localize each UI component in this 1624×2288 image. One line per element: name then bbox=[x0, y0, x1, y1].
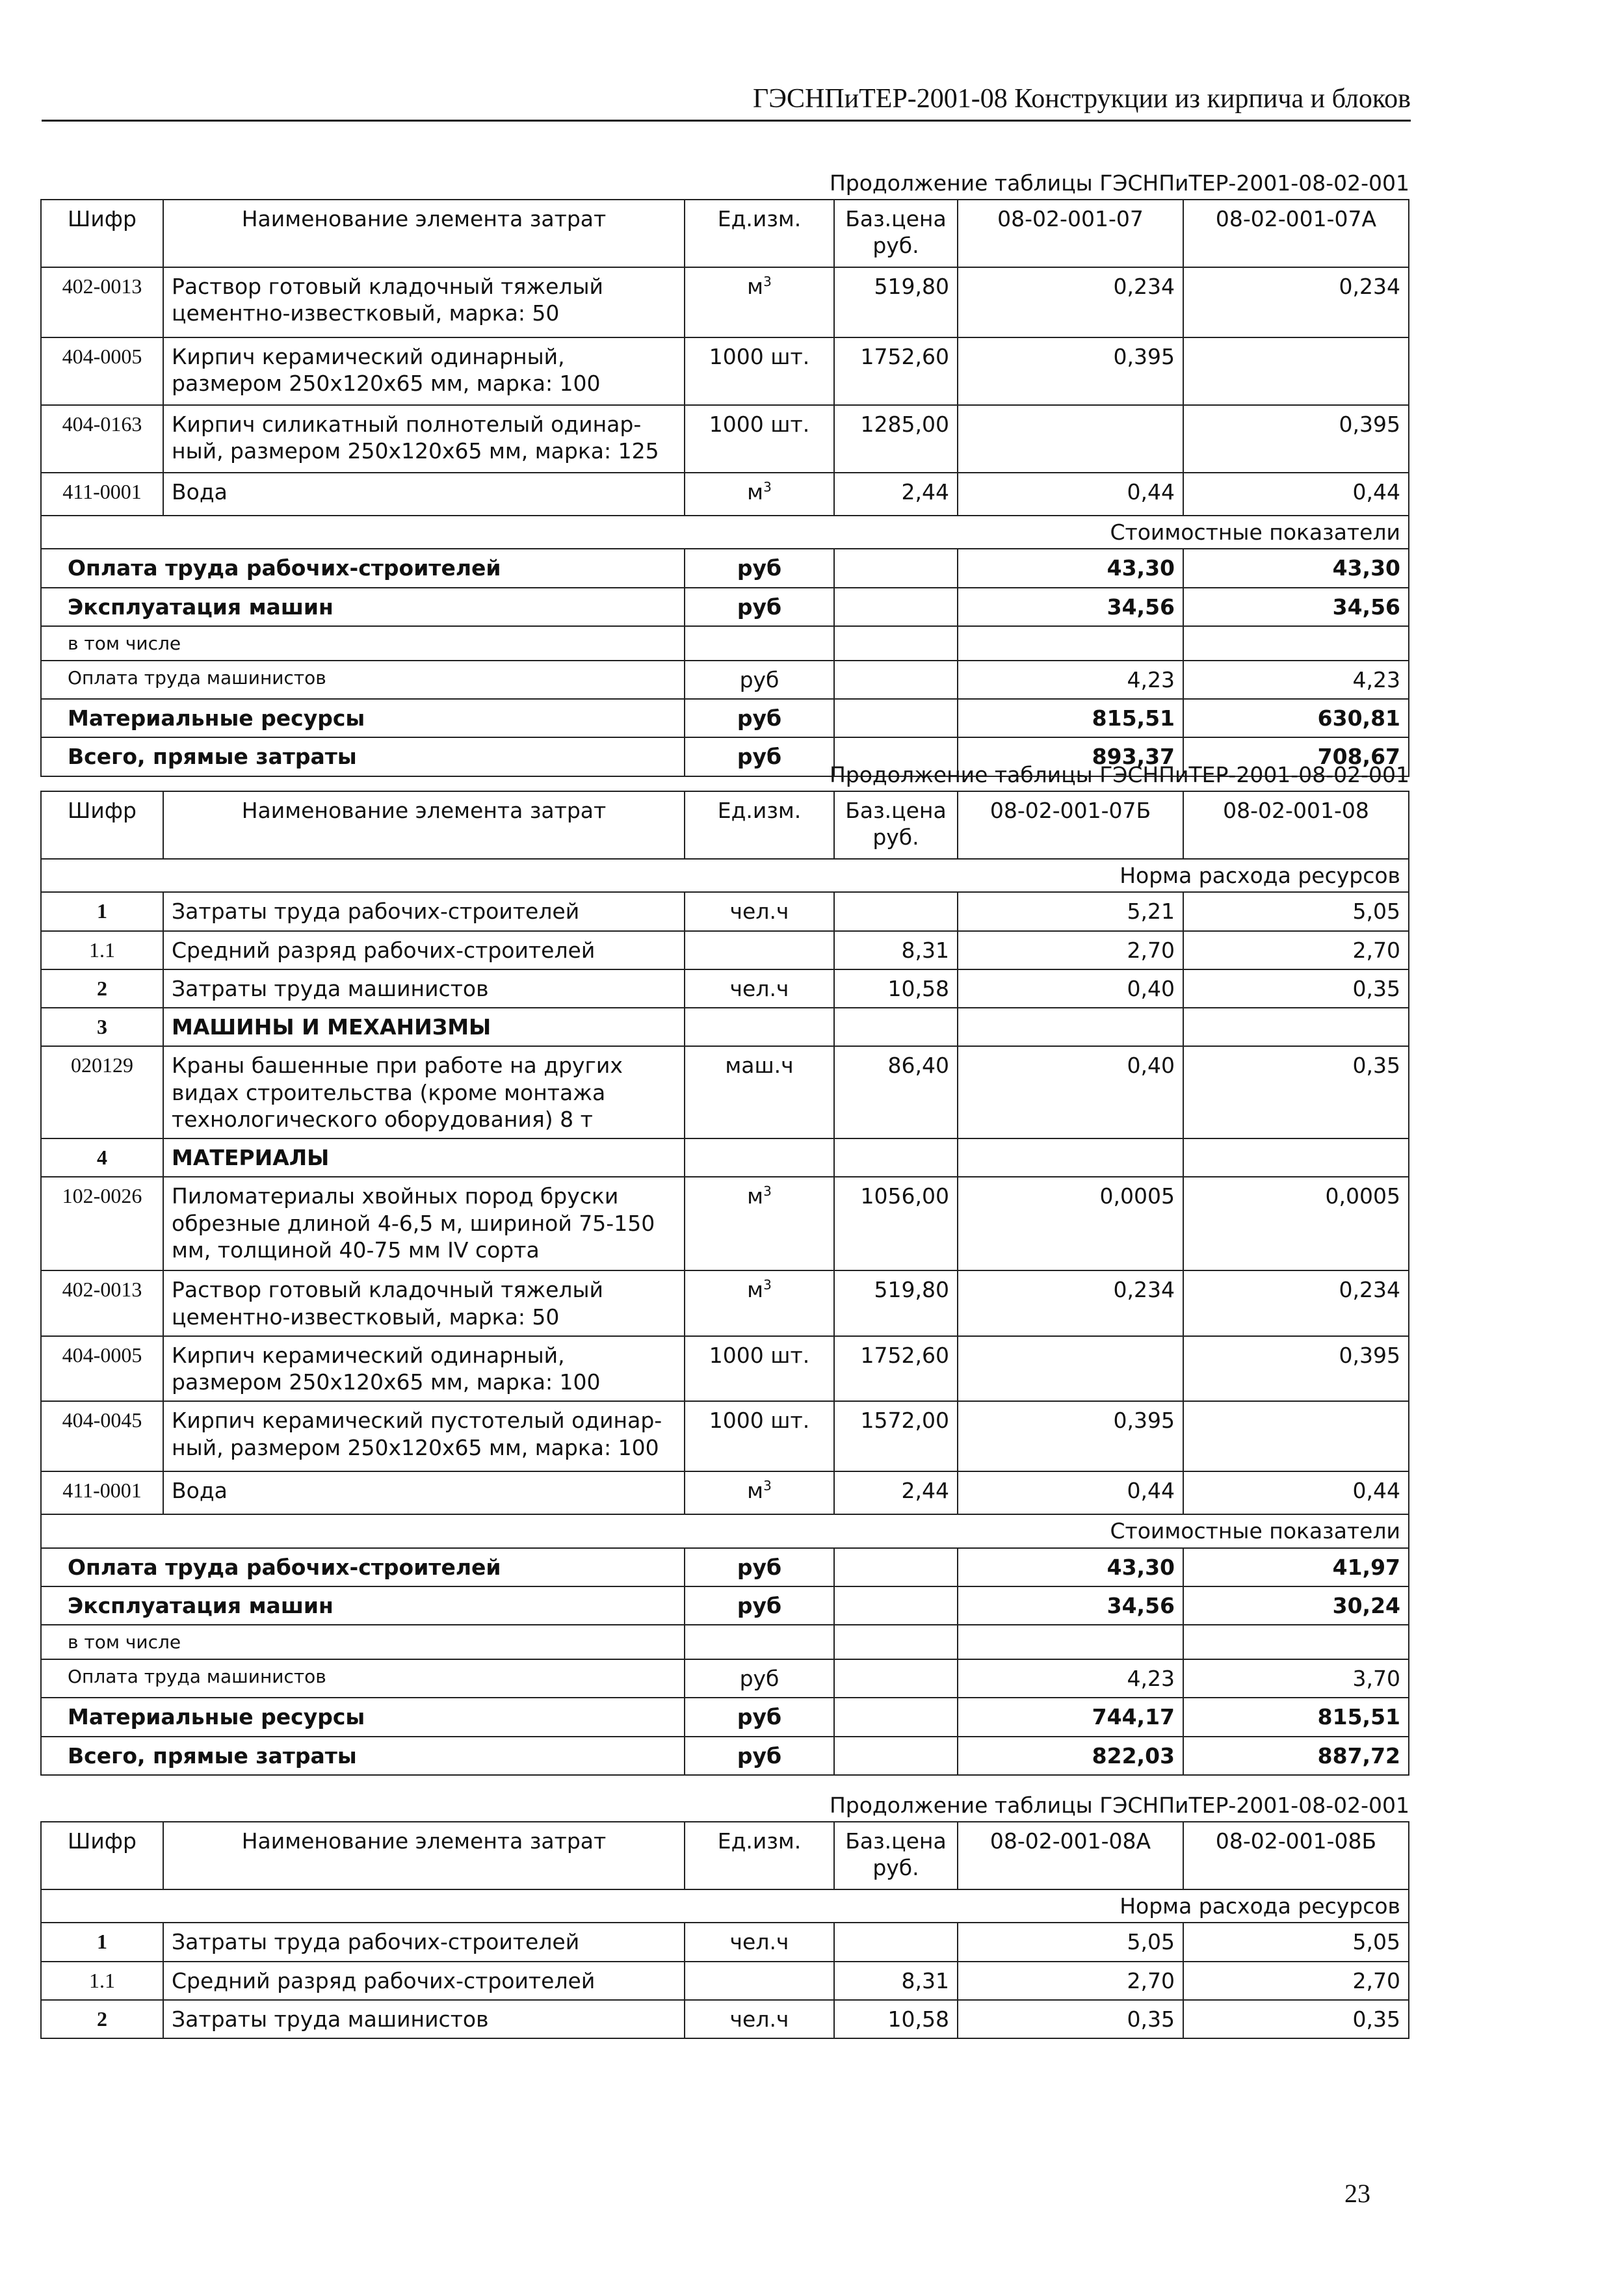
section-row: Стоимостные показатели bbox=[41, 1514, 1409, 1547]
table-row: 1.1 Средний разряд рабочих-строителей 8,31 2,70 2,70 bbox=[41, 1962, 1409, 2000]
cost-row: Оплата труда рабочих-строителей руб 43,30 43,30 bbox=[41, 549, 1409, 587]
col-b: 08-02-001-07А bbox=[1183, 200, 1409, 267]
table-3 bbox=[40, 1821, 1409, 2039]
table1-continuation: Продолжение таблицы ГЭСНПиТЕР-2001-08-02-001 bbox=[829, 170, 1409, 196]
cost-row: Эксплуатация машин руб 34,56 30,24 bbox=[41, 1586, 1409, 1625]
table-row: 1.1 Средний разряд рабочих-строителей 8,31 2,70 2,70 bbox=[41, 931, 1409, 969]
col-unit: Ед.изм. bbox=[685, 200, 834, 267]
cost-row: Оплата труда машинистов руб 4,23 3,70 bbox=[41, 1659, 1409, 1698]
header-title: ГЭСНПиТЕР-2001-08 Конструкции из кирпича и блоков bbox=[752, 84, 1411, 114]
cost-row: Оплата труда машинистов руб 4,23 4,23 bbox=[41, 661, 1409, 699]
table-header: Шифр Наименование элемента затрат Ед.изм. Баз.цена руб. 08-02-001-08А 08-02-001-08Б bbox=[41, 1822, 1409, 1889]
cost-row: в том числе bbox=[41, 626, 1409, 661]
cost-row: Эксплуатация машин руб 34,56 34,56 bbox=[41, 588, 1409, 626]
table-row: 404-0005 Кирпич керамический одинарный, размером 250х120х65 мм, марка: 100 1000 шт. 1752,60 0,395 bbox=[41, 337, 1409, 405]
cost-row: Материальные ресурсы руб 744,17 815,51 bbox=[41, 1698, 1409, 1736]
section-row: Норма расхода ресурсов bbox=[41, 1889, 1409, 1923]
cost-row: Всего, прямые затраты руб 822,03 887,72 bbox=[41, 1737, 1409, 1775]
table-row: 411-0001 Вода $м^3$ 2,44 0,44 0,44 bbox=[41, 473, 1409, 516]
section-row: Стоимостные показатели bbox=[41, 516, 1409, 549]
table-row: 020129 Краны башенные при работе на других видах строительства (кроме монтажа технологического оборудования) 8 т маш.ч 86,40 0,40 0,35 bbox=[41, 1046, 1409, 1138]
table-1 bbox=[40, 199, 1409, 777]
table-row: 1 Затраты труда рабочих-строителей чел.ч 5,05 5,05 bbox=[41, 1923, 1409, 1961]
section-row: Норма расхода ресурсов bbox=[41, 859, 1409, 892]
cost-row: Оплата труда рабочих-строителей руб 43,30 41,97 bbox=[41, 1548, 1409, 1586]
col-code: Шифр bbox=[41, 200, 163, 267]
table-row: 404-0005 Кирпич керамический одинарный, размером 250х120х65 мм, марка: 100 1000 шт. 1752,60 0,395 bbox=[41, 1336, 1409, 1402]
table-header: Шифр Наименование элемента затрат Ед.изм. Баз.цена руб. 08-02-001-07Б 08-02-001-08 bbox=[41, 791, 1409, 859]
col-a: 08-02-001-07 bbox=[958, 200, 1183, 267]
table-row: 404-0045 Кирпич керамический пустотелый одинар-ный, размером 250х120х65 мм, марка: 100 1000 шт. 1572,00 0,395 bbox=[41, 1401, 1409, 1471]
table-row: 404-0163 Кирпич силикатный полнотелый одинар-ный, размером 250х120х65 мм, марка: 125 1000 шт. 1285,00 0,395 bbox=[41, 405, 1409, 473]
table-row: 102-0026 Пиломатериалы хвойных пород бруски обрезные длиной 4-6,5 м, шириной 75-150 мм, толщиной 40-75 мм IV сорта $м^3$ 1056,00 0,0005 0,0005 bbox=[41, 1177, 1409, 1270]
cost-row: Материальные ресурсы руб 815,51 630,81 bbox=[41, 699, 1409, 737]
table2-continuation: Продолжение таблицы ГЭСНПиТЕР-2001-08-02-001 bbox=[829, 762, 1409, 787]
table-row: 402-0013 Раствор готовый кладочный тяжелый цементно-известковый, марка: 50 $м^3$ 519,80 0,234 0,234 bbox=[41, 1270, 1409, 1336]
table-row: 3 МАШИНЫ И МЕХАНИЗМЫ bbox=[41, 1008, 1409, 1046]
table-header bbox=[41, 200, 1409, 267]
cost-row: в том числе bbox=[41, 1625, 1409, 1659]
table-row: 4 МАТЕРИАЛЫ bbox=[41, 1138, 1409, 1177]
table-row: 411-0001 Вода $м^3$ 2,44 0,44 0,44 bbox=[41, 1471, 1409, 1514]
table3-continuation: Продолжение таблицы ГЭСНПиТЕР-2001-08-02-001 bbox=[829, 1793, 1409, 1818]
page-number: 23 bbox=[1344, 2179, 1370, 2208]
table-row: 402-0013 Раствор готовый кладочный тяжелый цементно-известковый, марка: 50 $м^3$ 519,80 0,234 0,234 bbox=[41, 267, 1409, 337]
table-row: 2 Затраты труда машинистов чел.ч 10,58 0,35 0,35 bbox=[41, 2000, 1409, 2038]
col-price: Баз.цена руб. bbox=[834, 200, 958, 267]
cost-row: Всего, прямые затраты руб 893,37 708,67 bbox=[41, 737, 1409, 776]
running-header bbox=[42, 83, 1411, 122]
table-2 bbox=[40, 791, 1409, 1776]
col-name: Наименование элемента затрат bbox=[163, 200, 685, 267]
table-row: 1 Затраты труда рабочих-строителей чел.ч 5,21 5,05 bbox=[41, 892, 1409, 930]
table-row: 2 Затраты труда машинистов чел.ч 10,58 0,40 0,35 bbox=[41, 969, 1409, 1008]
